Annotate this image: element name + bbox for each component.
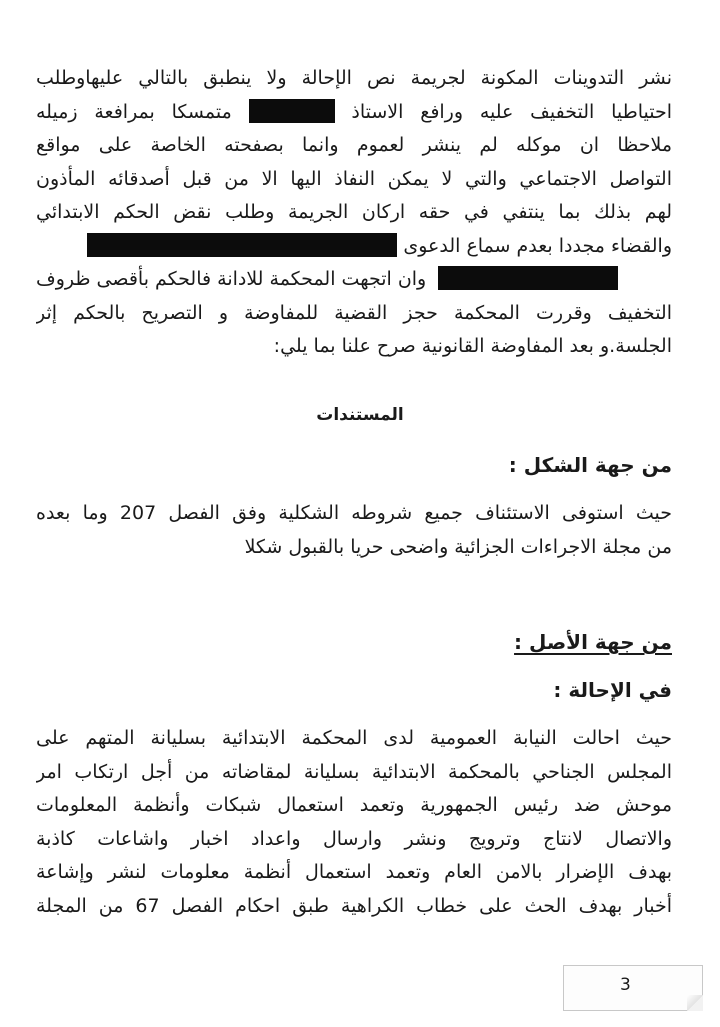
text-line: لهم بذلك بما ينتفي في حقه اركان الجريمة وطلب نقض الحكم الابتدائي bbox=[36, 201, 672, 223]
redaction-block bbox=[438, 266, 618, 290]
section-title-documents: المستندات bbox=[316, 405, 404, 425]
text-line bbox=[36, 96, 672, 130]
paragraph-form bbox=[36, 497, 672, 564]
text-line: ملاحظا ان موكله لم ينشر لعموم وانما بصفحته الخاصة على مواقع bbox=[36, 134, 672, 156]
text-line: بهدف الإضرار بالامن العام وتعمد استعمال أنظمة معلومات لنشر وإشاعة bbox=[36, 861, 672, 883]
text-fragment: والقضاء مجددا بعدم سماع الدعوى bbox=[403, 234, 672, 257]
text-fragment: احتياطيا التخفيف عليه ورافع الاستاذ bbox=[351, 100, 672, 123]
text-line: الجلسة.و بعد المفاوضة القانونية صرح علنا بما يلي: bbox=[273, 335, 672, 357]
text-line: من مجلة الاجراءات الجزائية واضحى حريا بالقبول شكلا bbox=[244, 535, 672, 558]
text-line: حيث استوفى الاستئناف جميع شروطه الشكلية وفق الفصل 207 وما بعده bbox=[36, 502, 672, 524]
text-line: أخبار بهدف الحث على خطاب الكراهية طبق احكام الفصل 67 من المجلة bbox=[36, 894, 672, 917]
text-line bbox=[36, 230, 672, 264]
redaction-block bbox=[87, 233, 397, 257]
heading-referral: في الإحالة : bbox=[553, 678, 672, 702]
text-fragment: وان اتجهت المحكمة للادانة فالحكم بأقصى ظروف bbox=[36, 268, 427, 290]
text-fragment: متمسكا بمرافعة زميله bbox=[36, 100, 232, 123]
paragraph-pleadings bbox=[36, 62, 672, 364]
page-number: 3 bbox=[620, 975, 631, 995]
text-line: المجلس الجناحي بالمحكمة الابتدائية بسليانة لمقاضاته من أجل ارتكاب امر bbox=[36, 760, 672, 783]
text-line bbox=[36, 263, 672, 297]
paragraph-referral bbox=[36, 722, 672, 923]
heading-form: من جهة الشكل : bbox=[508, 453, 672, 477]
page-curl-decoration bbox=[687, 995, 703, 1011]
text-line: التواصل الاجتماعي والتي لا يمكن النفاذ اليها الا من قبل أصدقائه المأذون bbox=[36, 167, 672, 190]
text-line: التخفيف وقررت المحكمة حجز القضية للمفاوضة و التصريح بالحكم إثر bbox=[36, 301, 672, 324]
redaction-block bbox=[249, 99, 335, 123]
page-number-box bbox=[563, 965, 703, 1011]
heading-substance: من جهة الأصل : bbox=[514, 630, 672, 654]
text-line: موحش ضد رئيس الجمهورية وتعمد استعمال شبكات وأنظمة المعلومات bbox=[36, 794, 672, 816]
text-line: نشر التدوينات المكونة لجريمة نص الإحالة ولا ينطبق بالتالي عليهاوطلب bbox=[36, 67, 672, 89]
text-line: والاتصال لانتاج وترويج ونشر وارسال واعداد اخبار واشاعات كاذبة bbox=[36, 827, 672, 850]
text-line: حيث احالت النيابة العمومية لدى المحكمة الابتدائية بسليانة المتهم على bbox=[36, 727, 672, 749]
